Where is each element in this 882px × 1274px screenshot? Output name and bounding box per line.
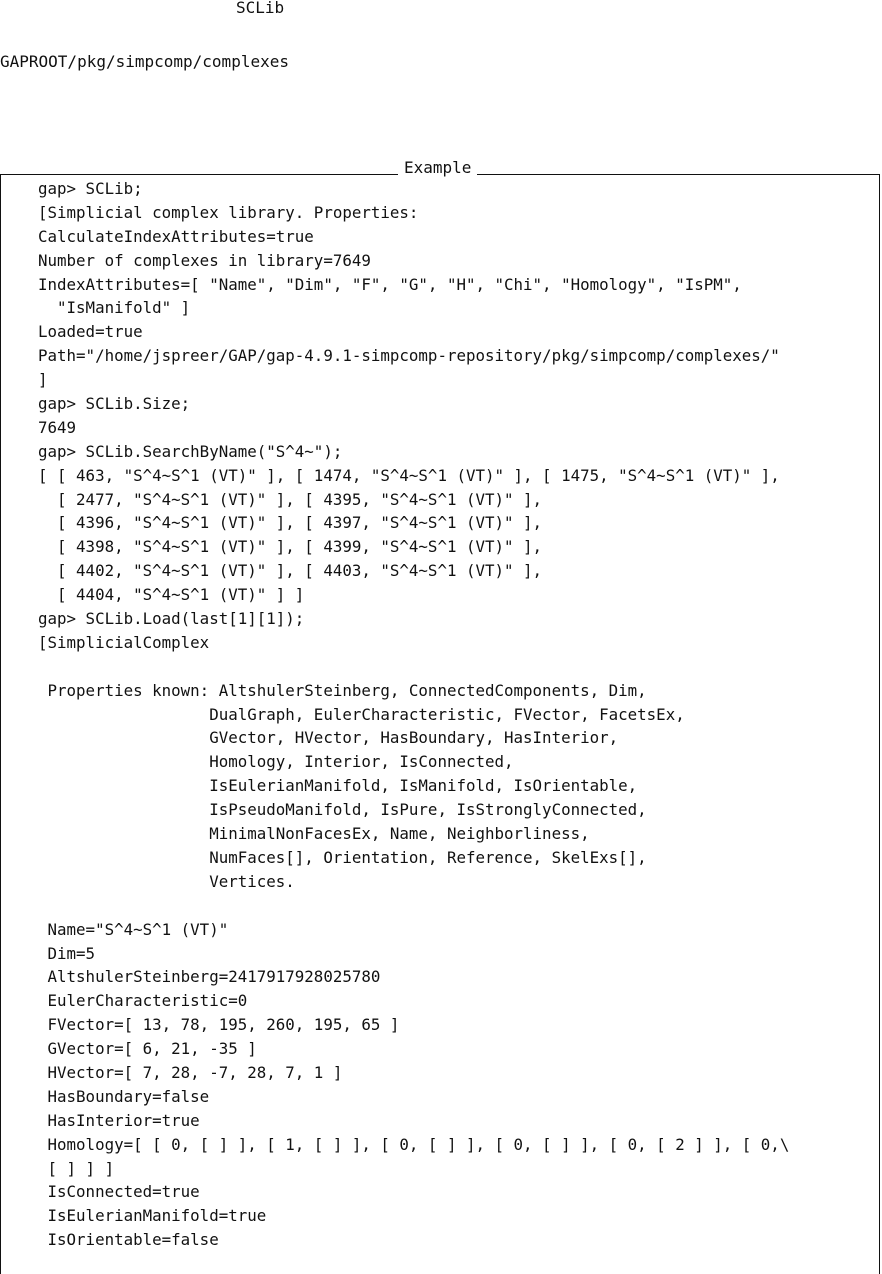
code-line: IsPseudoManifold, IsPure, IsStronglyConnected, bbox=[38, 800, 647, 820]
code-line: gap> SCLib.Size; bbox=[38, 394, 191, 414]
code-line: GVector=[ 6, 21, -35 ] bbox=[38, 1039, 257, 1059]
code-line: IsConnected=true bbox=[38, 1182, 200, 1202]
code-line: gap> SCLib; bbox=[38, 179, 143, 198]
code-line: IsEulerianManifold=true bbox=[38, 1206, 267, 1226]
code-line: gap> SCLib.SearchByName("S^4~"); bbox=[38, 441, 343, 461]
code-line: IsOrientable=false bbox=[38, 1230, 219, 1250]
code-line: Vertices. bbox=[38, 871, 295, 891]
example-label: Example bbox=[398, 156, 477, 180]
code-line: DualGraph, EulerCharacteristic, FVector, FacetsEx, bbox=[38, 704, 685, 724]
code-line: [ 4402, "S^4~S^1 (VT)" ], [ 4403, "S^4~S^1 (VT)" ], bbox=[38, 561, 543, 581]
code-line: EulerCharacteristic=0 bbox=[38, 991, 248, 1011]
code-line: [ [ 463, "S^4~S^1 (VT)" ], [ 1474, "S^4~S^1 (VT)" ], [ 1475, "S^4~S^1 (VT)" ], bbox=[38, 465, 780, 485]
code-line bbox=[38, 894, 789, 918]
code-line: [Simplicial complex library. Properties: bbox=[38, 202, 419, 222]
code-line: MinimalNonFacesEx, Name, Neighborliness, bbox=[38, 824, 590, 844]
code-line: IndexAttributes=[ "Name", "Dim", "F", "G", "H", "Chi", "Homology", "IsPM", bbox=[38, 274, 742, 294]
code-line: HVector=[ 7, 28, -7, 28, 7, 1 ] bbox=[38, 1062, 343, 1082]
library-path: GAPROOT/pkg/simpcomp/complexes bbox=[0, 52, 289, 71]
code-line: [ ] ] ] bbox=[38, 1158, 115, 1178]
code-line: [ 4396, "S^4~S^1 (VT)" ], [ 4397, "S^4~S^1 (VT)" ], bbox=[38, 513, 543, 533]
code-line: NumFaces[], Orientation, Reference, SkelExs[], bbox=[38, 847, 647, 867]
code-line: Loaded=true bbox=[38, 322, 143, 342]
code-line: [SimplicialComplex bbox=[38, 632, 210, 652]
page-title: SCLib bbox=[236, 0, 285, 17]
code-line: [ 4404, "S^4~S^1 (VT)" ] ] bbox=[38, 585, 305, 605]
code-line: HasInterior=true bbox=[38, 1110, 200, 1130]
code-line: Number of complexes in library=7649 bbox=[38, 250, 371, 270]
code-line: [ 2477, "S^4~S^1 (VT)" ], [ 4395, "S^4~S^1 (VT)" ], bbox=[38, 489, 543, 509]
code-line: "IsManifold" ] bbox=[38, 298, 191, 318]
code-line: HasBoundary=false bbox=[38, 1086, 210, 1106]
code-line: 7649 bbox=[38, 417, 77, 437]
code-line: AltshulerSteinberg=2417917928025780 bbox=[38, 967, 381, 987]
code-line: IsEulerianManifold, IsManifold, IsOrientable, bbox=[38, 776, 638, 796]
code-line: Homology, Interior, IsConnected, bbox=[38, 752, 514, 772]
code-line: Homology=[ [ 0, [ ] ], [ 1, [ ] ], [ 0, [ ] ], [ 0, [ ] ], [ 0, [ 2 ] ], [ 0,\ bbox=[38, 1134, 790, 1154]
code-line: CalculateIndexAttributes=true bbox=[38, 226, 314, 246]
code-line: Dim=5 bbox=[38, 943, 96, 963]
code-line: Properties known: AltshulerSteinberg, ConnectedComponents, Dim, bbox=[38, 680, 647, 700]
code-line: Path="/home/jspreer/GAP/gap-4.9.1-simpcomp-repository/pkg/simpcomp/complexes/" bbox=[38, 346, 780, 366]
code-line: ] bbox=[38, 370, 48, 390]
code-line: Name="S^4~S^1 (VT)" bbox=[38, 919, 229, 939]
code-line: FVector=[ 13, 78, 195, 260, 195, 65 ] bbox=[38, 1015, 400, 1035]
code-line bbox=[38, 655, 789, 679]
code-line: GVector, HVector, HasBoundary, HasInterior, bbox=[38, 728, 619, 748]
code-listing bbox=[38, 177, 789, 1252]
code-line: [ 4398, "S^4~S^1 (VT)" ], [ 4399, "S^4~S^1 (VT)" ], bbox=[38, 537, 543, 557]
code-line: gap> SCLib.Load(last[1][1]); bbox=[38, 609, 305, 629]
